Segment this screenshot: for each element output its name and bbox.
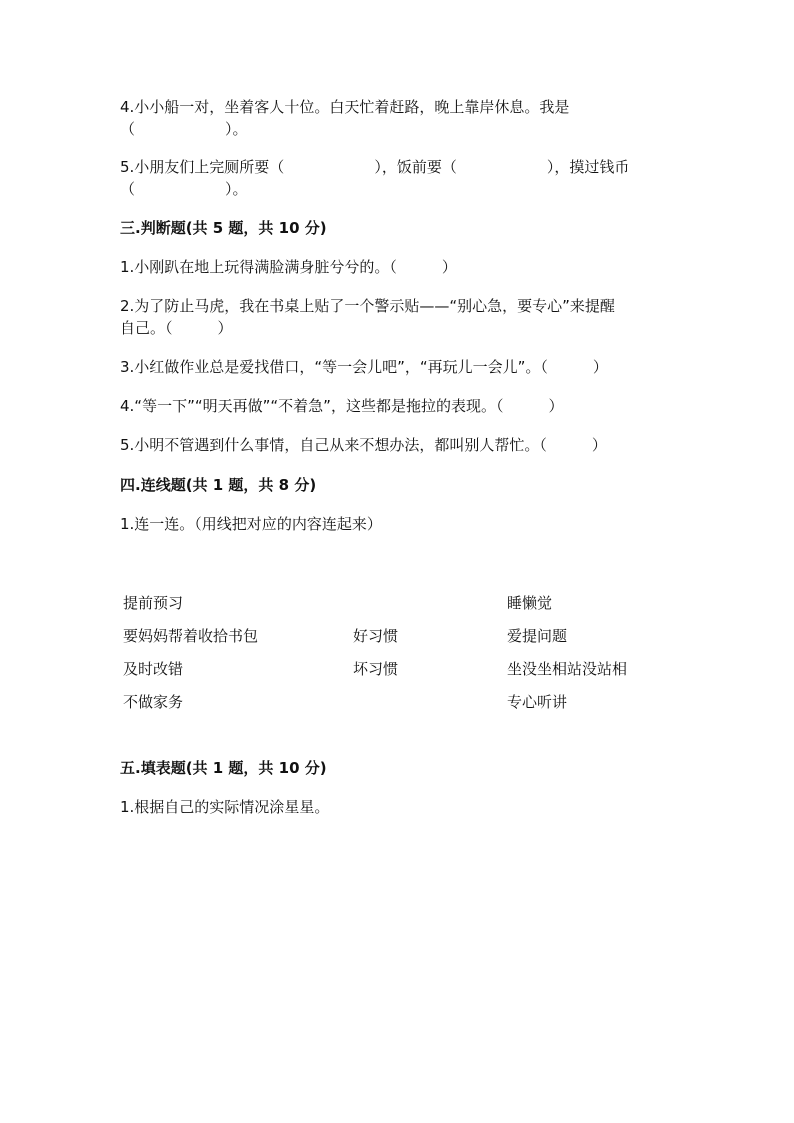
middle-item: 好习惯: [353, 627, 399, 645]
right-item: 爱提问题: [507, 627, 568, 645]
right-item: 坐没坐相站没站相: [507, 660, 628, 678]
fill-q4-line2: （ ）。: [120, 120, 248, 138]
left-item: 提前预习: [123, 594, 184, 612]
right-item: 专心听讲: [507, 693, 568, 711]
middle-item: 坏习惯: [353, 660, 399, 678]
section3-q1: 1.小刚趴在地上玩得满脸满身脏兮兮的。（ ）: [120, 258, 457, 276]
section3-q5: 5.小明不管遇到什么事情，自己从来不想办法，都叫别人帮忙。（ ）: [120, 436, 607, 454]
section3-q3: 3.小红做作业总是爱找借口，“等一会儿吧”，“再玩儿一会儿”。（ ）: [120, 358, 608, 376]
left-item: 及时改错: [123, 660, 184, 678]
fill-q5-line2: （ ）。: [120, 180, 248, 198]
left-item: 不做家务: [123, 693, 184, 711]
section3-q2-line1: 2.为了防止马虎，我在书桌上贴了一个警示贴——“别心急，要专心”来提醒: [120, 297, 615, 315]
section3-q4: 4.“等一下”“明天再做”“不着急”，这些都是拖拉的表现。（ ）: [120, 397, 564, 415]
section3-q2-line2: 自己。（ ）: [120, 319, 233, 337]
section5-heading: 五.填表题(共 1 题，共 10 分): [120, 759, 327, 777]
section4-heading: 四.连线题(共 1 题，共 8 分): [120, 476, 317, 494]
section5-q1: 1.根据自己的实际情况涂星星。: [120, 798, 330, 816]
section3-heading: 三.判断题(共 5 题，共 10 分): [120, 219, 327, 237]
fill-q5-line1: 5.小朋友们上完厕所要（ ），饭前要（ ），摸过钱币: [120, 158, 630, 176]
left-item: 要妈妈帮着收拾书包: [123, 627, 259, 645]
right-item: 睡懒觉: [507, 594, 553, 612]
fill-q4-line1: 4.小小船一对，坐着客人十位。白天忙着赶路，晚上靠岸休息。我是: [120, 98, 570, 116]
section4-q1: 1.连一连。（用线把对应的内容连起来）: [120, 515, 382, 533]
